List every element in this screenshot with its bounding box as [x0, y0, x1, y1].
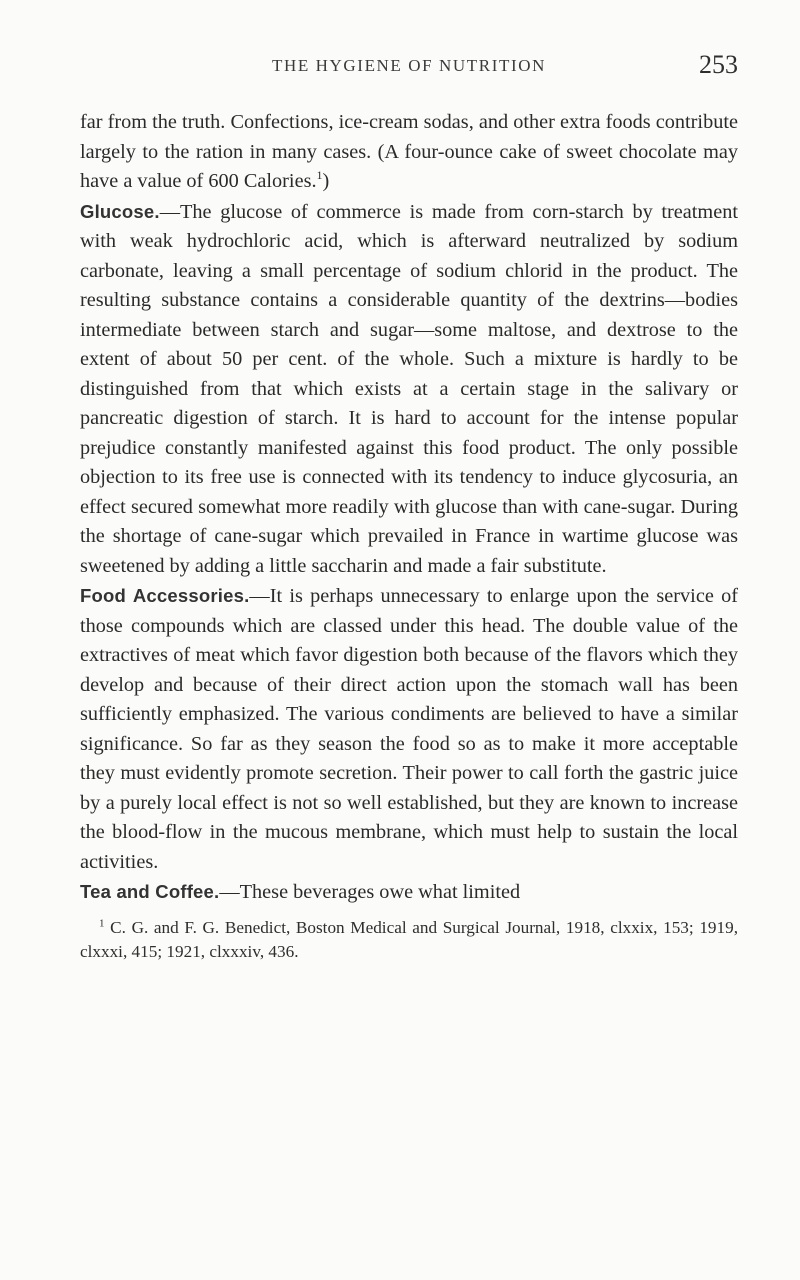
paragraph-tea-coffee: [80, 877, 738, 908]
section-heading-tea-coffee: Tea and Coffee.: [80, 881, 220, 902]
running-header: [80, 50, 738, 86]
running-title: THE HYGIENE OF NUTRITION: [271, 56, 546, 75]
paragraph-text-end: ): [322, 170, 330, 192]
paragraph-text: —The glucose of commerce is made from corn-starch by treatment with weak hydrochloric acid, which is afterward neutralized by sodium carbonate, leaving a small percentage of sodium chlorid in the product. The resulting substance contains a considerable quantity of the dextrins—bodies intermediate between starch and sugar—some maltose, and dextrose to the extent of about 50 per cent. of the whole. Such a mixture is hardly to be distinguished from that which exists at a certain stage in the salivary or pancreatic digestion of starch. It is hard to account for the intense popular prejudice constantly manifested against this food product. The only possible objection to its free use is connected with its tendency to induce glycosuria, an effect secured somewhat more readily with glucose than with cane-sugar. During the shortage of cane-sugar which prevailed in France in wartime glucose was sweetened by adding a little saccharin and made a fair substitute.: [80, 200, 738, 577]
paragraph-text: far from the truth. Confections, ice-cream sodas, and other extra foods contribute largely to the ration in many cases. (A four-ounce cake of sweet chocolate may have a value of 600 Calories.: [80, 111, 738, 192]
section-heading-food-accessories: Food Accessories.: [80, 585, 250, 606]
body-text: [80, 108, 738, 908]
footnote-reference: 1: [316, 168, 323, 183]
footnote-marker: 1: [99, 916, 105, 929]
page-number: 253: [699, 50, 738, 79]
paragraph-glucose: [80, 197, 738, 582]
paragraph-food-accessories: [80, 581, 738, 877]
paragraph-text: —These beverages owe what limited: [219, 881, 521, 903]
section-heading-glucose: Glucose.: [80, 200, 160, 222]
book-page: [80, 50, 738, 964]
footnote: [80, 916, 738, 964]
paragraph-text: —It is perhaps unnecessary to enlarge upon the service of those compounds which are classed under this head. The double value of the extractives of meat which favor digestion both because of the flavors which they develop and because of their direct action upon the stomach wall has been sufficiently emphasized. The various condiments are believed to have a similar significance. So far as they season the food so as to make it more acceptable they must evidently promote secretion. Their power to call forth the gastric juice by a purely local effect is not so well established, but they are known to increase the blood-flow in the mucous membrane, which must help to sustain the local activities.: [80, 585, 738, 873]
paragraph-chocolate: [80, 108, 738, 197]
footnote-text: C. G. and F. G. Benedict, Boston Medical and Surgical Journal, 1918, clxxix, 153; 1919, clxxxi, 415; 1921, clxxxiv, 436.: [80, 917, 738, 961]
